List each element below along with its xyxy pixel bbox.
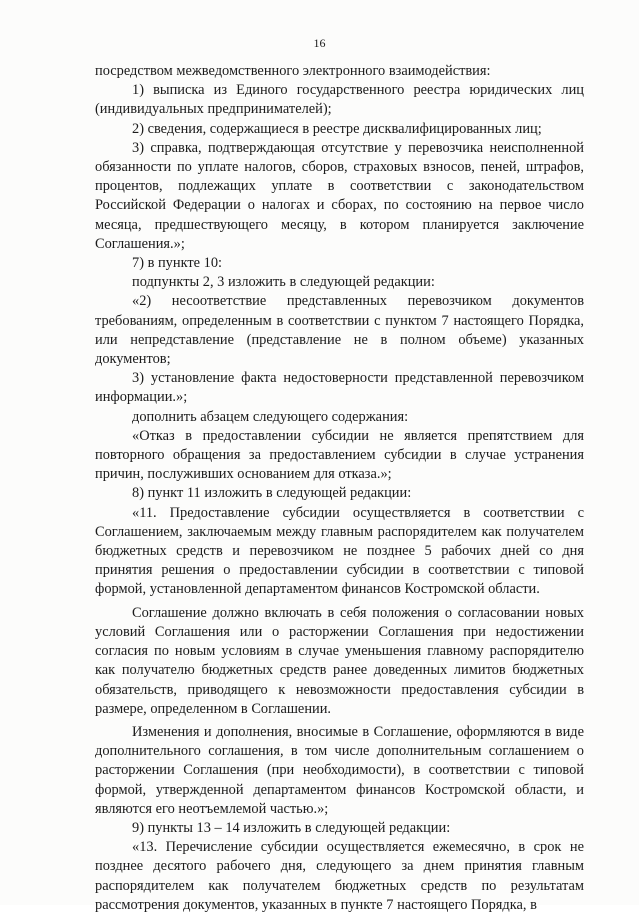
- paragraph: «11. Предоставление субсидии осуществляется в соответствии с Соглашением, заключаемым между главным распорядителем как получателем бюджетных средств и перевозчиком не позднее 5 рабочих дней со дня принятия решения о предоставлении субсидии в соответствии с типовой формой, установленной департаментом финансов Костромской области.: [95, 504, 584, 598]
- paragraph: 7) в пункте 10:: [132, 255, 223, 272]
- paragraph: «Отказ в предоставлении субсидии не является препятствием для повторного обращения за предоставлением субсидии в случае устранения причин, послуживших основанием для отказа.»;: [95, 427, 584, 483]
- paragraph: Изменения и дополнения, вносимые в Соглашение, оформляются в виде дополнительного соглашения, в том числе дополнительным соглашением о расторжении Соглашения (при необходимости), в соответствии с типовой формой, утвержденной департаментом финансов Костромской области, и являются его неотъемлемой частью.»;: [95, 723, 584, 817]
- paragraph: «13. Перечисление субсидии осуществляется ежемесячно, в срок не позднее десятого рабочего дня, следующего за днем принятия главным распорядителем как получателем бюджетных средств по результатам рассмотрения документов, указанных в пункте 7 настоящего Порядка, в: [95, 839, 584, 913]
- paragraph: дополнить абзацем следующего содержания:: [132, 408, 409, 425]
- paragraph: «2) несоответствие представленных перевозчиком документов требованиям, определенным в соответствии с пунктом 7 настоящего Порядка, или непредставление (представление не в полном объеме) указанных документов;: [95, 293, 584, 368]
- paragraph: посредством межведомственного электронного взаимодействия:: [95, 63, 491, 79]
- paragraph: 3) справка, подтверждающая отсутствие у перевозчика неисполненной обязанности по уплате налогов, сборов, страховых взносов, пеней, штрафов, процентов, подлежащих уплате в соответствии с законодательством Российской Федерации о налогах и сборах, по состоянию на первое число месяца, предшествующего месяцу, в котором планируется заключение Соглашения.»;: [95, 139, 584, 252]
- paragraph: 1) выписка из Единого государственного реестра юридических лиц (индивидуальных предпринимателей);: [95, 82, 584, 118]
- document-body: [95, 62, 584, 915]
- paragraph: 8) пункт 11 изложить в следующей редакции:: [132, 485, 412, 502]
- paragraph: 9) пункты 13 – 14 изложить в следующей редакции:: [132, 819, 451, 836]
- paragraph: подпункты 2, 3 изложить в следующей редакции:: [132, 274, 435, 291]
- paragraph: 2) сведения, содержащиеся в реестре дисквалифицированных лиц;: [132, 120, 542, 137]
- page-number: 16: [313, 36, 326, 50]
- paragraph: Соглашение должно включать в себя положения о согласовании новых условий Соглашения или о расторжении Соглашения при недостижении согласия по новым условиям в случае уменьшения главному распорядителю как получателю бюджетных средств ранее доведенных лимитов бюджетных обязательств, приводящего к невозможности предоставления субсидии в размере, определенном в Соглашении.: [95, 604, 584, 717]
- paragraph: 3) установление факта недостоверности представленной перевозчиком информации.»;: [95, 370, 584, 406]
